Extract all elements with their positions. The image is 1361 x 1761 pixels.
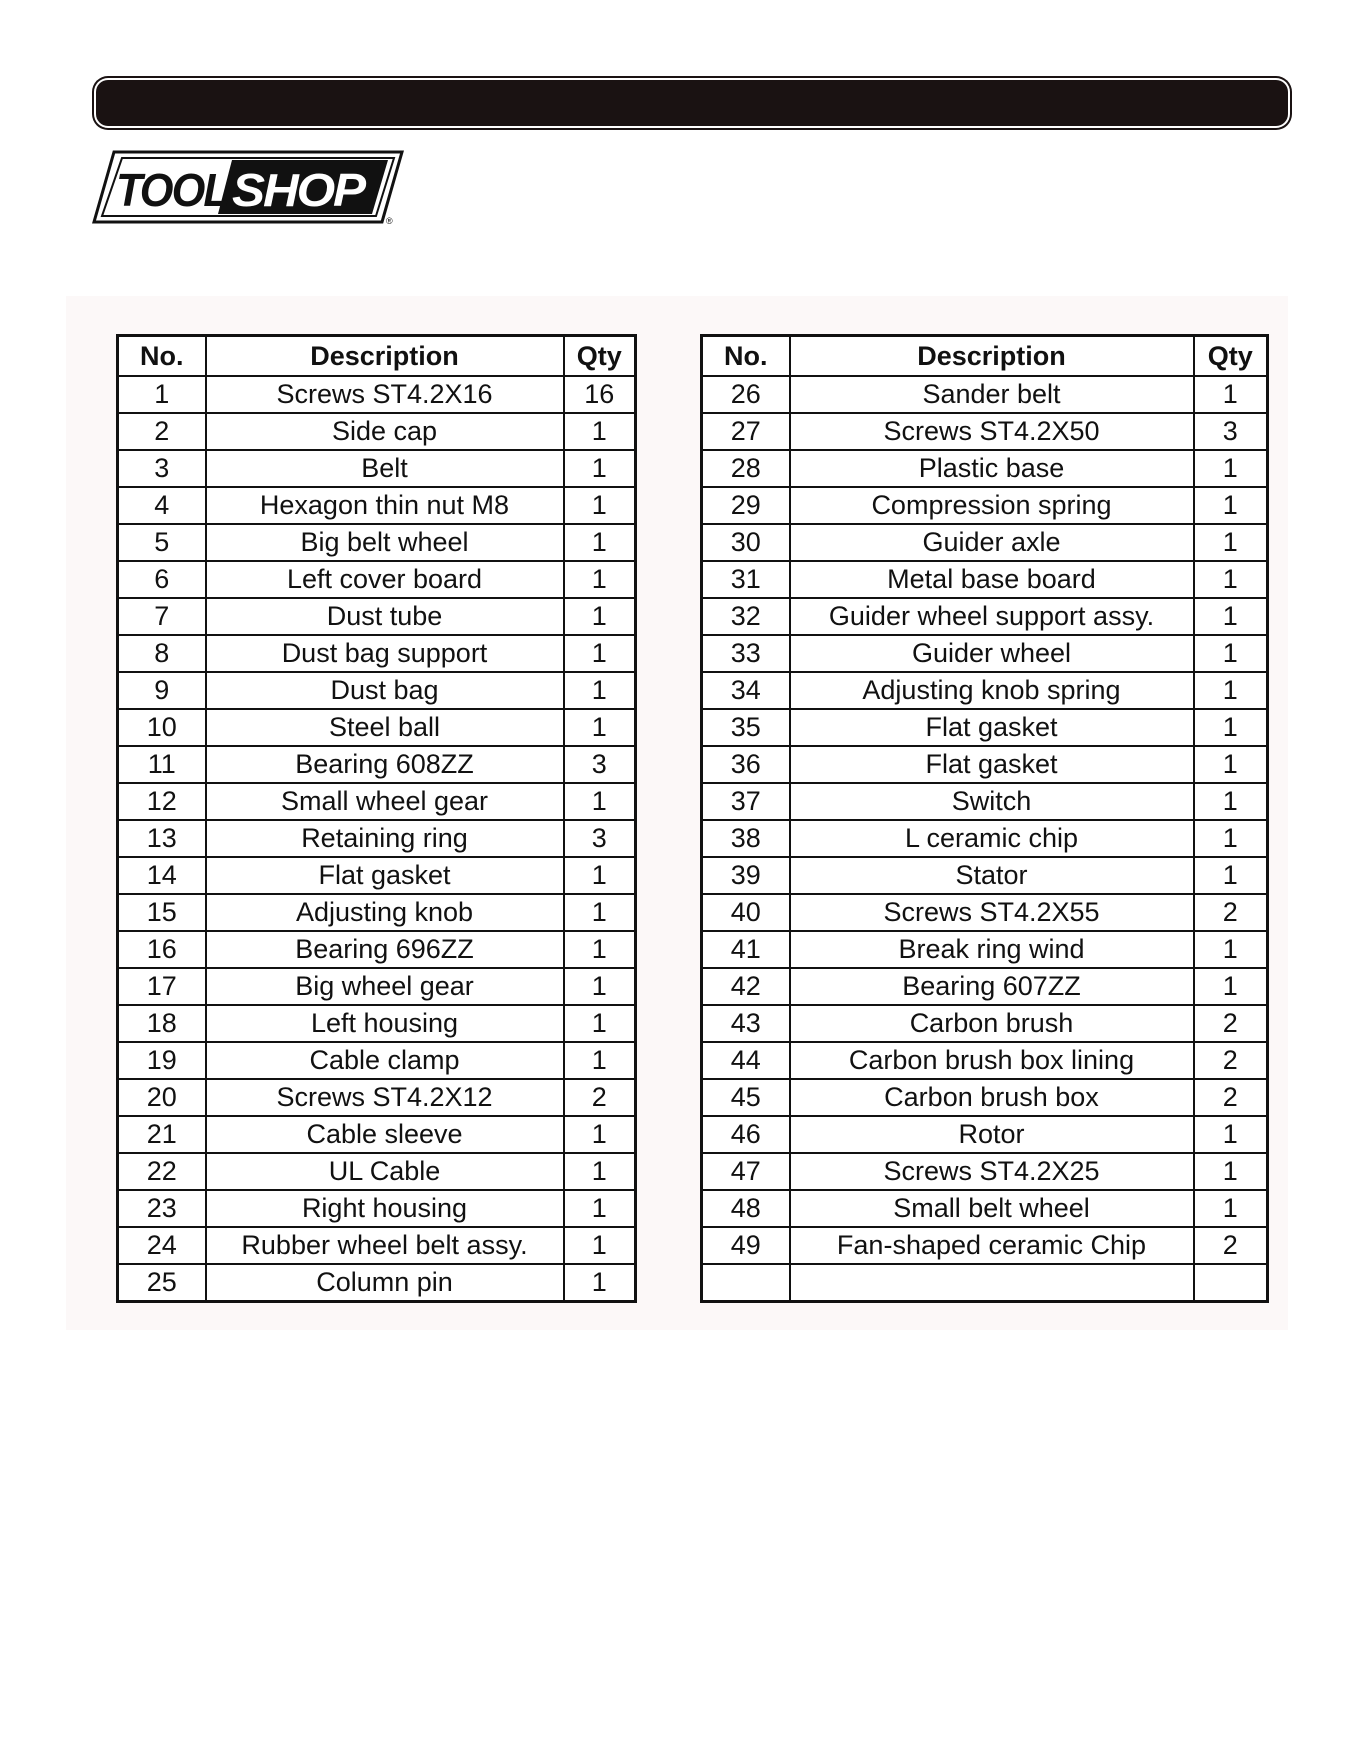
cell-qty: 1 [564,598,636,635]
cell-no: 19 [118,1042,206,1079]
cell-description: Belt [206,450,564,487]
cell-description: Screws ST4.2X16 [206,376,564,413]
cell-qty: 1 [564,968,636,1005]
cell-qty: 1 [564,931,636,968]
table-row [702,561,1268,598]
cell-qty: 1 [564,894,636,931]
cell-no: 40 [702,894,790,931]
cell-qty: 1 [564,524,636,561]
cell-no: 28 [702,450,790,487]
cell-no: 9 [118,672,206,709]
cell-qty: 1 [564,1264,636,1302]
table-header-row [702,336,1268,377]
table-row [702,413,1268,450]
header-bar [96,80,1288,126]
cell-qty: 1 [1194,709,1268,746]
table-row [118,709,636,746]
table-row [702,1116,1268,1153]
cell-qty: 1 [564,413,636,450]
col-header-description: Description [206,336,564,377]
cell-description: Adjusting knob [206,894,564,931]
cell-description: Adjusting knob spring [790,672,1194,709]
cell-description: Flat gasket [206,857,564,894]
cell-no: 41 [702,931,790,968]
cell-no: 18 [118,1005,206,1042]
cell-no: 10 [118,709,206,746]
col-header-qty: Qty [1194,336,1268,377]
cell-no: 30 [702,524,790,561]
table-row [118,1264,636,1302]
cell-qty: 2 [1194,894,1268,931]
table-row [118,598,636,635]
cell-description: Flat gasket [790,746,1194,783]
cell-description: Sander belt [790,376,1194,413]
cell-qty: 3 [1194,413,1268,450]
cell-description: Left housing [206,1005,564,1042]
table-row [702,820,1268,857]
cell-no: 46 [702,1116,790,1153]
cell-qty: 1 [1194,746,1268,783]
cell-qty: 1 [1194,376,1268,413]
cell-qty: 1 [1194,672,1268,709]
table-row [702,1264,1268,1302]
cell-description: Cable clamp [206,1042,564,1079]
cell-description [790,1264,1194,1302]
cell-no: 22 [118,1153,206,1190]
cell-qty: 2 [1194,1005,1268,1042]
cell-no: 42 [702,968,790,1005]
cell-no: 5 [118,524,206,561]
table-row [702,1005,1268,1042]
cell-qty: 16 [564,376,636,413]
cell-description: Right housing [206,1190,564,1227]
cell-qty: 1 [564,783,636,820]
cell-description: Guider wheel [790,635,1194,672]
cell-no: 2 [118,413,206,450]
table-row [702,672,1268,709]
cell-qty: 1 [1194,635,1268,672]
cell-no: 32 [702,598,790,635]
cell-description: Dust bag [206,672,564,709]
cell-no: 24 [118,1227,206,1264]
cell-description: Screws ST4.2X25 [790,1153,1194,1190]
col-header-description: Description [790,336,1194,377]
cell-no: 23 [118,1190,206,1227]
tool-shop-logo [92,150,404,226]
cell-qty: 1 [1194,820,1268,857]
cell-qty: 1 [1194,857,1268,894]
cell-qty: 1 [564,1227,636,1264]
cell-qty: 1 [564,672,636,709]
cell-qty: 1 [564,709,636,746]
cell-description: Rotor [790,1116,1194,1153]
cell-description: Guider wheel support assy. [790,598,1194,635]
cell-description: Small belt wheel [790,1190,1194,1227]
cell-no: 8 [118,635,206,672]
cell-description: Small wheel gear [206,783,564,820]
cell-no: 11 [118,746,206,783]
table-row [702,524,1268,561]
parts-table-left [116,334,637,1303]
cell-no: 6 [118,561,206,598]
table-row [702,709,1268,746]
parts-table-right [700,334,1269,1303]
cell-description: Dust bag support [206,635,564,672]
cell-no: 45 [702,1079,790,1116]
cell-qty: 2 [564,1079,636,1116]
cell-no: 34 [702,672,790,709]
table-row [702,857,1268,894]
cell-description: Screws ST4.2X55 [790,894,1194,931]
cell-no: 15 [118,894,206,931]
table-row [118,1116,636,1153]
cell-no: 36 [702,746,790,783]
cell-description: Hexagon thin nut M8 [206,487,564,524]
cell-qty: 1 [1194,1153,1268,1190]
table-row [118,1042,636,1079]
table-row [118,524,636,561]
table-header-row [118,336,636,377]
parts-table-left-body [118,376,636,1302]
table-row [702,1042,1268,1079]
cell-qty: 1 [564,561,636,598]
cell-qty: 1 [564,1005,636,1042]
table-row [702,635,1268,672]
cell-no: 35 [702,709,790,746]
cell-qty: 1 [564,450,636,487]
cell-qty: 1 [1194,968,1268,1005]
cell-description: Guider axle [790,524,1194,561]
cell-description: Compression spring [790,487,1194,524]
cell-description: L ceramic chip [790,820,1194,857]
cell-no [702,1264,790,1302]
cell-description: Flat gasket [790,709,1194,746]
cell-qty [1194,1264,1268,1302]
cell-qty: 1 [1194,598,1268,635]
cell-qty: 1 [1194,1116,1268,1153]
cell-description: Column pin [206,1264,564,1302]
cell-description: UL Cable [206,1153,564,1190]
cell-qty: 1 [1194,561,1268,598]
table-row [118,487,636,524]
cell-no: 14 [118,857,206,894]
table-row [702,931,1268,968]
table-row [118,931,636,968]
cell-qty: 1 [1194,524,1268,561]
cell-no: 44 [702,1042,790,1079]
table-row [118,376,636,413]
cell-no: 37 [702,783,790,820]
cell-no: 25 [118,1264,206,1302]
cell-qty: 2 [1194,1079,1268,1116]
cell-qty: 2 [1194,1042,1268,1079]
table-row [702,968,1268,1005]
cell-no: 20 [118,1079,206,1116]
cell-description: Left cover board [206,561,564,598]
table-row [118,1153,636,1190]
cell-qty: 1 [564,487,636,524]
cell-description: Side cap [206,413,564,450]
cell-no: 43 [702,1005,790,1042]
col-header-no: No. [118,336,206,377]
cell-no: 27 [702,413,790,450]
cell-description: Big wheel gear [206,968,564,1005]
cell-description: Screws ST4.2X12 [206,1079,564,1116]
table-row [118,746,636,783]
table-row [702,450,1268,487]
table-row [702,1153,1268,1190]
cell-no: 13 [118,820,206,857]
cell-no: 7 [118,598,206,635]
table-row [702,598,1268,635]
cell-description: Plastic base [790,450,1194,487]
cell-no: 21 [118,1116,206,1153]
cell-qty: 2 [1194,1227,1268,1264]
cell-no: 17 [118,968,206,1005]
table-row [118,857,636,894]
cell-qty: 1 [1194,1190,1268,1227]
table-row [118,561,636,598]
table-row [702,783,1268,820]
table-row [702,1079,1268,1116]
table-row [118,672,636,709]
registered-mark: ® [386,216,393,226]
table-row [118,783,636,820]
cell-qty: 1 [1194,783,1268,820]
cell-qty: 1 [564,635,636,672]
table-row [118,450,636,487]
cell-no: 31 [702,561,790,598]
col-header-qty: Qty [564,336,636,377]
cell-description: Dust tube [206,598,564,635]
logo-text-shop: SHOP [232,164,367,216]
cell-no: 33 [702,635,790,672]
table-row [702,746,1268,783]
cell-qty: 1 [564,857,636,894]
cell-description: Fan-shaped ceramic Chip [790,1227,1194,1264]
cell-description: Break ring wind [790,931,1194,968]
cell-no: 4 [118,487,206,524]
cell-qty: 1 [564,1153,636,1190]
cell-qty: 1 [564,1042,636,1079]
table-row [118,968,636,1005]
cell-description: Screws ST4.2X50 [790,413,1194,450]
cell-qty: 1 [564,1190,636,1227]
cell-no: 39 [702,857,790,894]
table-row [118,1005,636,1042]
table-row [702,1227,1268,1264]
cell-description: Metal base board [790,561,1194,598]
cell-description: Carbon brush box [790,1079,1194,1116]
table-row [702,894,1268,931]
cell-no: 48 [702,1190,790,1227]
cell-description: Bearing 608ZZ [206,746,564,783]
cell-description: Bearing 607ZZ [790,968,1194,1005]
table-row [118,635,636,672]
parts-table-right-body [702,376,1268,1302]
cell-description: Bearing 696ZZ [206,931,564,968]
cell-description: Steel ball [206,709,564,746]
table-row [118,1227,636,1264]
cell-qty: 1 [1194,450,1268,487]
cell-no: 29 [702,487,790,524]
cell-no: 16 [118,931,206,968]
table-row [702,487,1268,524]
table-row [118,413,636,450]
table-row [702,1190,1268,1227]
table-row [118,894,636,931]
table-row [118,1190,636,1227]
cell-qty: 1 [1194,931,1268,968]
cell-description: Switch [790,783,1194,820]
cell-qty: 1 [564,1116,636,1153]
cell-description: Carbon brush [790,1005,1194,1042]
cell-qty: 3 [564,746,636,783]
cell-no: 12 [118,783,206,820]
cell-no: 3 [118,450,206,487]
cell-description: Stator [790,857,1194,894]
cell-description: Retaining ring [206,820,564,857]
table-row [118,820,636,857]
cell-no: 26 [702,376,790,413]
cell-qty: 3 [564,820,636,857]
cell-description: Rubber wheel belt assy. [206,1227,564,1264]
col-header-no: No. [702,336,790,377]
cell-description: Cable sleeve [206,1116,564,1153]
cell-no: 49 [702,1227,790,1264]
cell-no: 1 [118,376,206,413]
logo-text-tool: TOOL [116,164,228,216]
cell-description: Big belt wheel [206,524,564,561]
cell-no: 38 [702,820,790,857]
cell-no: 47 [702,1153,790,1190]
table-row [702,376,1268,413]
cell-qty: 1 [1194,487,1268,524]
cell-description: Carbon brush box lining [790,1042,1194,1079]
table-row [118,1079,636,1116]
